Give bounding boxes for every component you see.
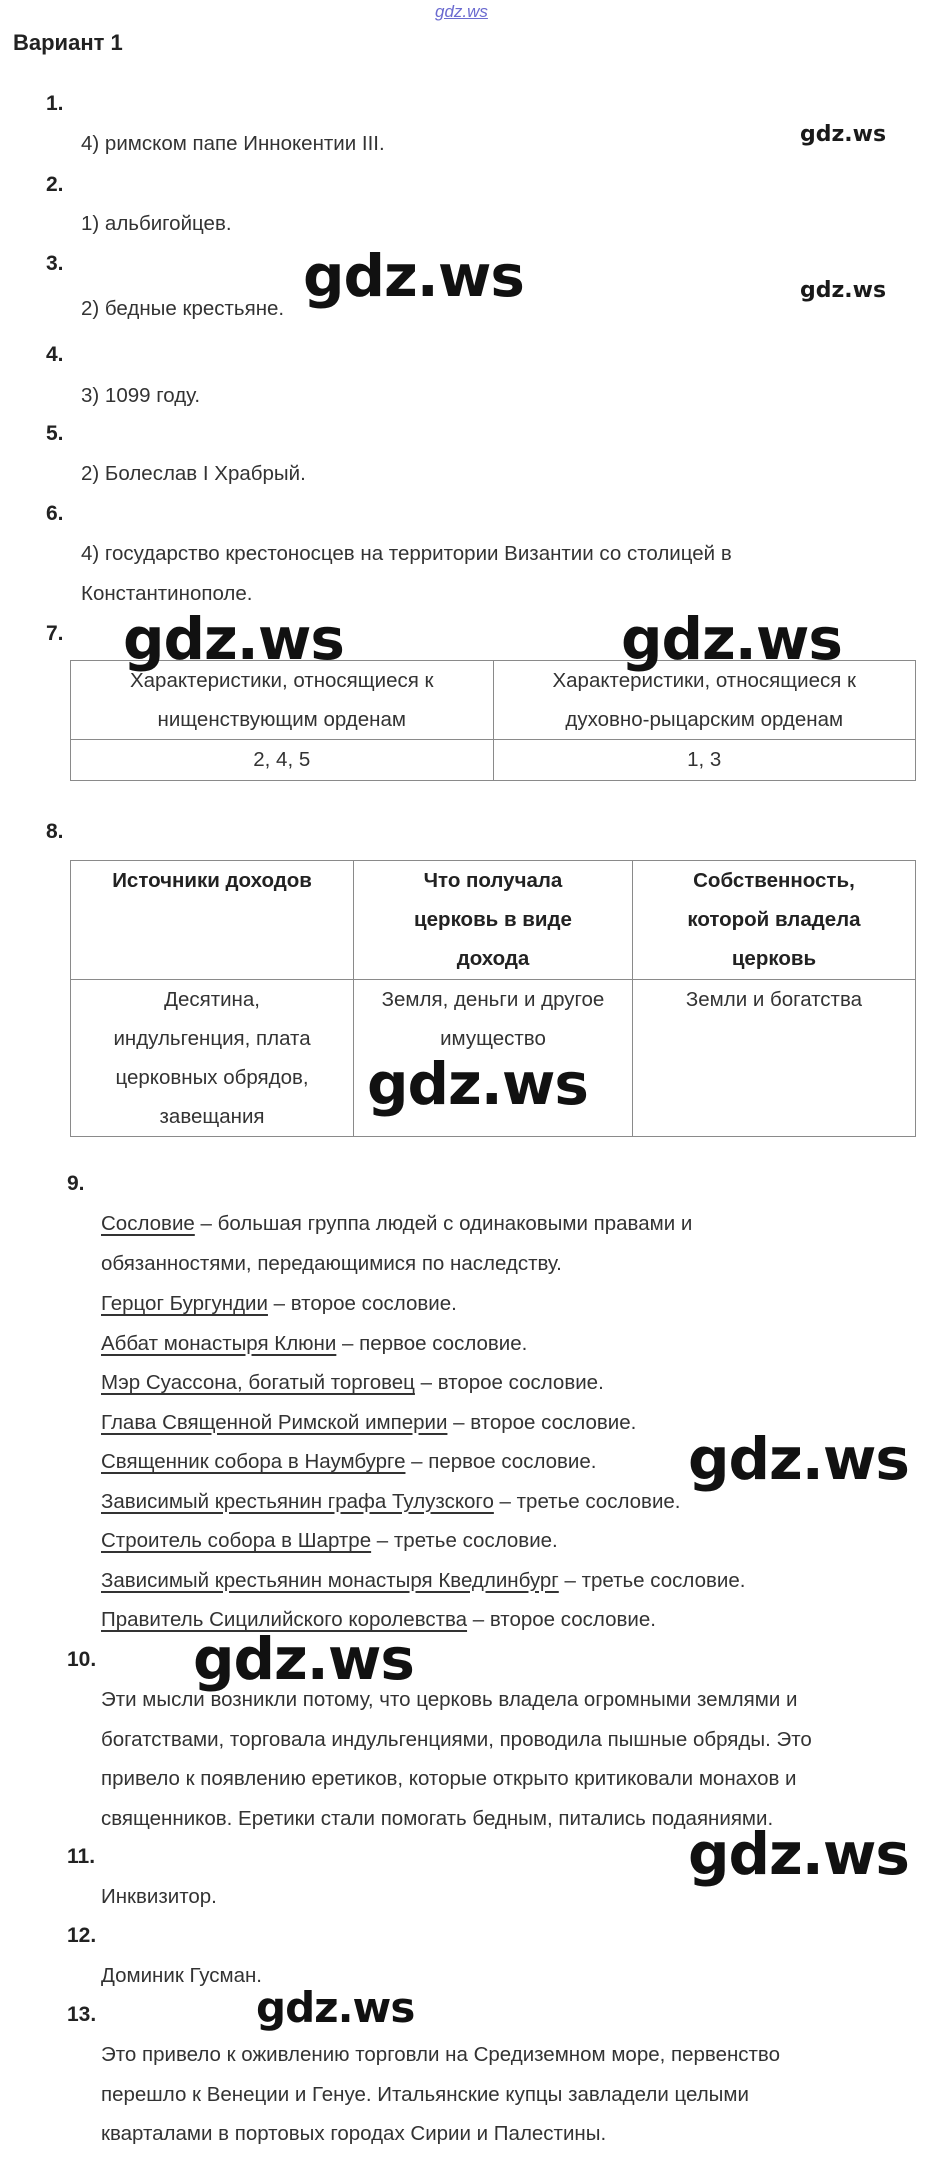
list-item [101,1363,745,1403]
table-header-cell [632,861,915,980]
table-cell: 2, 4, 5 [71,740,494,781]
table-cell [71,980,354,1137]
list-item [101,1561,745,1601]
term: Глава Священной Римской империи [101,1410,448,1434]
answer-paragraph [101,2035,780,2154]
cell-text: Что получала [423,869,563,892]
paragraph-line: богатствами, торговала индульгенциями, проводила пышные обряды. Это [101,1727,812,1751]
question-number: 6. [46,502,64,525]
item-text: – второе сословие. [447,1410,637,1434]
answer-text: Доминик Гусман. [101,1964,263,1987]
cell-text: Источники доходов [112,869,312,892]
question-number: 2. [46,173,64,196]
answer-text: 1) альбигойцев. [81,212,232,235]
paragraph-line: Это привело к оживлению торговли на Средиземном море, первенство [101,2043,780,2066]
cell-text: церковь [731,947,817,970]
table-header-cell [354,861,633,980]
answer-text: 4) римском папе Иннокентии III. [81,132,385,155]
item-text: – третье сословие. [558,1568,746,1592]
table-religious-orders [70,660,916,781]
item-text: – второе сословие. [467,1608,656,1631]
term: Мэр Суассона, богатый торговец [101,1371,415,1394]
table-cell: 1, 3 [493,740,916,781]
answer-text: 2) бедные крестьяне. [81,297,285,320]
cell-text: Характеристики, относящиеся к [552,669,857,692]
watermark: gdz.ws [621,605,842,673]
list-item [101,1324,745,1364]
table-header-cell [71,861,354,980]
definition-text: – большая группа людей с одинаковыми правами и [194,1212,693,1235]
definition-line: обязанностями, передающимися по наследству. [101,1252,562,1275]
cell-text: индульгенция, плата [113,1027,311,1050]
item-text: – второе сословие. [267,1292,457,1315]
answer-text: 3) 1099 году. [81,384,201,407]
watermark: gdz.ws [688,1820,909,1888]
question-number: 5. [46,422,64,445]
question-number: 7. [46,622,64,645]
question-number: 13. [67,2003,97,2026]
cell-text: имущество [440,1027,546,1050]
term: Аббат монастыря Клюни [101,1331,337,1355]
question-number: 11. [67,1845,96,1868]
paragraph-line: Эти мысли возникли потому, что церковь владела огромными землями и [101,1688,798,1711]
list-item [101,1482,745,1522]
item-text: – первое сословие. [336,1331,528,1355]
term: Сословие [101,1212,195,1235]
cell-text: церковных обрядов, [115,1066,309,1089]
watermark: gdz.ws [303,242,524,310]
watermark: gdz.ws [367,1050,588,1118]
question-number: 8. [46,820,64,843]
item-text: – второе сословие. [414,1371,604,1394]
question-number: 4. [46,343,64,366]
watermark: gdz.ws [193,1625,414,1693]
question-number: 10. [67,1648,97,1671]
cell-text: церковь в виде [414,908,572,931]
paragraph-line: кварталами в портовых городах Сирии и Палестины. [101,2122,607,2145]
term: Зависимый крестьянин графа Тулузского [101,1489,494,1513]
list-item [101,1442,745,1482]
paragraph-line: привело к появлению еретиков, которые открыто критиковали монахов и [101,1767,797,1790]
cell-text: Собственность, [693,869,855,892]
list-item [101,1521,745,1561]
page-title: Вариант 1 [13,30,123,55]
list-item [101,1403,745,1443]
cell-text: Земли и богатства [685,988,863,1011]
answer-text: 4) государство крестоносцев на территории Византии со столицей в [81,542,732,565]
cell-text: Земля, деньги и другое [381,988,605,1011]
cell-text: нищенствующим орденам [157,708,406,731]
cell-text: духовно-рыцарским орденам [565,708,844,731]
paragraph-line: перешло к Венеции и Генуе. Итальянские купцы завладели целыми [101,2082,749,2106]
item-text: – первое сословие. [405,1450,597,1473]
term: Зависимый крестьянин монастыря Кведлинбург [101,1568,559,1592]
cell-text: дохода [456,947,530,970]
estate-list [101,1284,745,1640]
answer-text: Инквизитор. [101,1885,217,1908]
watermark: gdz.ws [800,122,887,147]
cell-text: Характеристики, относящиеся к [129,669,434,692]
answer-text: Константинополе. [81,582,253,605]
term: Священник собора в Наумбурге [101,1450,406,1473]
list-item [101,1284,745,1324]
watermark: gdz.ws [688,1425,909,1493]
term: Строитель собора в Шартре [101,1529,372,1552]
watermark: gdz.ws [123,605,344,673]
item-text: – третье сословие. [371,1529,558,1552]
question-number: 3. [46,252,64,275]
watermark: gdz.ws [256,1983,415,2032]
table-cell [632,980,915,1137]
paragraph-line: священников. Еретики стали помогать бедным, питались подаяниями. [101,1806,774,1830]
site-watermark-top[interactable]: gdz.ws [435,2,488,21]
answer-paragraph [101,1680,812,1838]
cell-text: которой владела [687,908,861,931]
term: Правитель Сицилийского королевства [101,1608,468,1631]
definition-line [101,1204,692,1244]
item-text: – третье сословие. [493,1489,681,1513]
question-number: 9. [67,1172,85,1195]
term: Герцог Бургундии [101,1292,268,1315]
question-number: 12. [67,1924,97,1947]
question-number: 1. [46,92,64,115]
cell-text: Десятина, [164,988,260,1011]
watermark: gdz.ws [800,278,887,303]
answer-text: 2) Болеслав I Храбрый. [81,462,306,485]
cell-text: завещания [159,1105,265,1128]
